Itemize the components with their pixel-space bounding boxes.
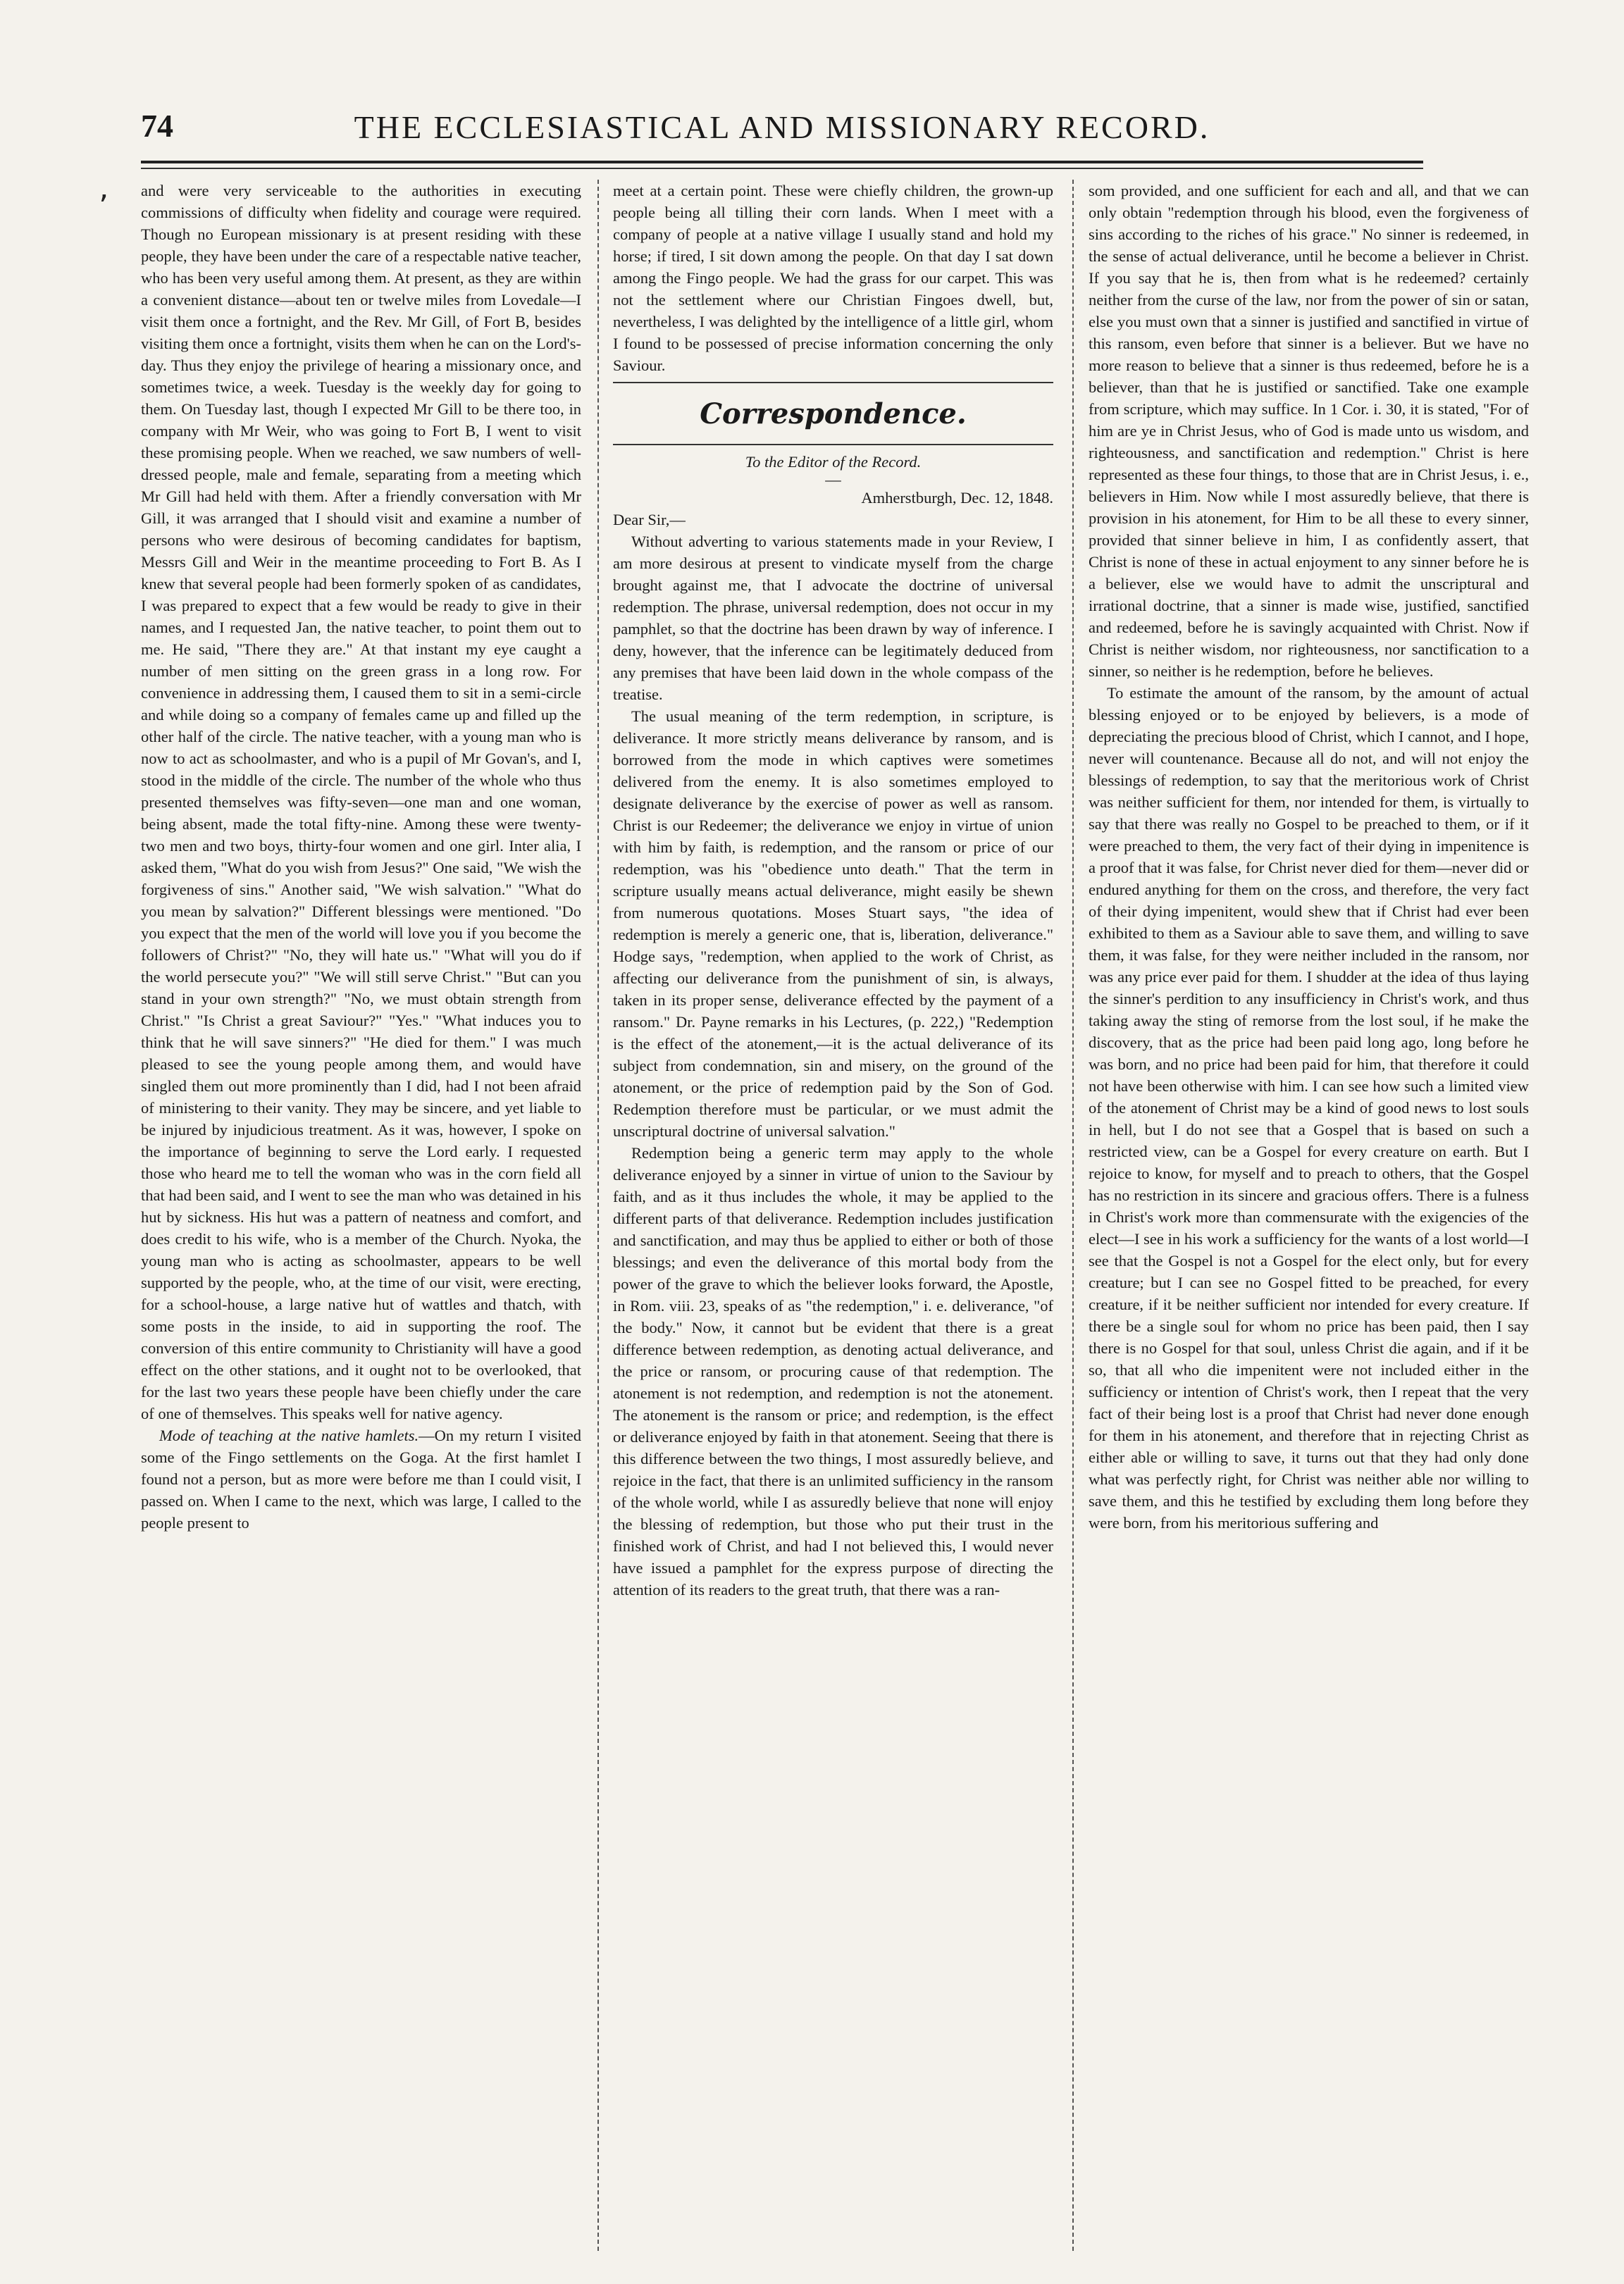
col1-subhead-rest: —On my return I visited some of the Fingo settlements on the Goga. At the first hamlet I found not a person, but as more were before me than I could visit, I passed on. When I came to the next, which was large, I called to the people present to [141, 1427, 581, 1532]
page-number: 74 [141, 108, 173, 144]
header-rule-thin [141, 168, 1423, 169]
col2-paragraph: The usual meaning of the term redemption, in scripture, is deliverance. It more strictly means deliverance by ransom, and is borrowed from the mode in which captives were sometimes delivered from the enemy. It is also sometimes employed to designate deliverance by the exercise of power as well as ransom. Christ is our Redeemer; the deliverance we enjoy in virtue of union with him by faith, is redemption, and the ransom or price of our redemption, was his "obedience unto death." That the term in scripture usually means actual deliverance, might easily be shewn from numerous quotations. Moses Stuart says, "the idea of redemption is merely a generic one, that is, liberation, deliverance." Hodge says, "redemption, when applied to the work of Christ, as affecting our deliverance from the punishment of sin, is always, taken in its proper sense, deliverance effected by the payment of a ransom." Dr. Payne remarks in his Lectures, (p. 222,) "Redemption is the effect of the atonement,—it is the actual deliverance of its subject from condemnation, sin and misery, on the ground of the atonement, or the price of redemption paid by the Son of God. Redemption therefore must be particular, or we must admit the unscriptural doctrine of universal salvation." [613, 707, 1053, 1140]
column-2 [613, 180, 1053, 2251]
col2-paragraph: Redemption being a generic term may apply to the whole deliverance enjoyed by a sinner in virtue of union to the Saviour by faith, and as it thus includes the whole, it may be applied to the different parts of that deliverance. Redemption includes justification and sanctification, and may thus be applied to either or both of those blessings; and even the deliverance of this mortal body from the power of the grave to which the believer looks forward, the Apostle, in Rom. viii. 23, speaks of as "the redemption," i. e. deliverance, "of the body." Now, it cannot but be evident that there is a great difference between redemption, as denoting actual deliverance, and the price or ransom, or procuring cause of that redemption. The atonement is not redemption, and redemption is not the atonement. The atonement is the ransom or price; and redemption, is the effect or deliverance enjoyed by faith in that atonement. Seeing that there is this difference between the two things, I most assuredly believe, and rejoice in the fact, that there is an unlimited sufficiency in the ransom of the whole world, while I as assuredly believe that none will enjoy the blessing of redemption, but those who put their trust in the finished work of Christ, and had I not believed this, I would never have issued a pamphlet for the express purpose of directing the attention of its readers to the great truth, that there was a ran- [613, 1144, 1053, 1599]
col3-paragraph: som provided, and one sufficient for each and all, and that we can only obtain "redemption through his blood, even the forgiveness of sins according to the riches of his grace." No sinner is redeemed, in the sense of actual deliverance, until he become a believer in Christ. If you say that he is, then from what is he redeemed? certainly neither from the curse of the law, nor from the power of sin or satan, else you must own that a sinner is justified and sanctified in virtue of this ransom, even before that sinner is a believer. But we have no more reason to believe that a sinner is thus redeemed, before he is a believer, than that he is justified or sanctified. Take one example from scripture, which may suffice. In 1 Cor. i. 30, it is stated, "For of him are ye in Christ Jesus, who of God is made unto us wisdom, and righteousness, and sanctification and redemption." Christ is here represented as these four things, to those that are in Christ Jesus, i. e., believers in Him. Now while I most assuredly believe, that there is provision in his atonement, for Him to be all these to every sinner, provided that sinner believe in him, I as confidently assert, that Christ is none of these in actual enjoyment to any sinner before he is a believer, else we would have to admit the unscriptural and irrational doctrine, that a sinner is made wise, justified, sanctified and redeemed, before he is savingly acquainted with Christ. Now if Christ is neither wisdom, nor righteousness, nor sanctification to a sinner, so neither is he redemption, before he believes. [1089, 182, 1529, 680]
section-heading: Correspondence. [700, 397, 967, 430]
col1-paragraph: and were very serviceable to the authorities in executing commissions of difficulty when fidelity and courage were required. Though no European missionary is at present residing with these people, they have been under the care of a respectable native teacher, who has been very useful among them. At present, as they are within a convenient distance—about ten or twelve miles from Lovedale—I visit them once a fortnight, and the Rev. Mr Gill, of Fort B, besides visiting them once a fortnight, visits them when he can on the Lord's-day. Thus they enjoy the privilege of hearing a missionary once, and sometimes twice, a week. Tuesday is the weekly day for going to them. On Tuesday last, though I expected Mr Gill to be there too, in company with Mr Weir, who was going to Fort B, I went to visit these promising people. When we reached, we saw numbers of well-dressed people, male and female, separating from a meeting which Mr Gill had held with them. After a friendly conversation with Mr Gill, it was arranged that I should visit and examine a number of persons who were desirous of becoming candidates for baptism, Messrs Gill and Weir in the meantime proceeding to Fort B. As I knew that several people had been formerly spoken of as candidates, I was prepared to expect that a few would be ready to give in their names, and I requested Jan, the native teacher, to point them out to me. He said, "There they are." At that instant my eye caught a number of men sitting on the green grass in a long row. For convenience in addressing them, I caused them to sit in a semi-circle and while doing so a company of females came up and filled up the other half of the circle. The native teacher, with a young man who is now to act as schoolmaster, and who is a pupil of Mr Govan's, and I, stood in the middle of the circle. The number of the whole who thus presented themselves was fifty-seven—one man and one woman, being absent, made the total fifty-nine. Among these were twenty-two men and two boys, thirty-four women and one girl. Inter alia, I asked them, "What do you wish from Jesus?" One said, "We wish the forgiveness of sins." Another said, "We wish salvation." "What do you mean by salvation?" Different blessings were mentioned. "Do you expect that the men of the world will love you if you become the followers of Christ?" "No, they will hate us." "What will you do if the world persecute you?" "We will still serve Christ." "But can you stand in your own strength?" "No, we must obtain strength from Christ." "Is Christ a great Saviour?" "Yes." "What induces you to think that he will save sinners?" "He died for them." I was much pleased to see the young people among them, and would have singled them out more prominently than I did, had I not been afraid of ministering to their vanity. They may be sincere, and yet liable to be injured by injudicious treatment. As it was, however, I spoke on the importance of beginning to serve the Lord early. I requested those who heard me to tell the woman who was in the corn field all that had been said, and I went to see the man who was detained in his hut by sickness. His hut was a pattern of neatness and comfort, and does credit to his wife, who is a member of the Church. Nyoka, the young man who is acting as schoolmaster, appears to be well supported by the people, who, at the time of our visit, were erecting, for a school-house, a large native hut of wattles and thatch, with some posts in the inside, to aid in supporting the roof. The conversion of this entire community to Christianity will have a good effect on the other stations, and it ought not to be overlooked, that for the last two years these people have been chiefly under the care of one of themselves. This speaks well for native agency. [141, 182, 581, 1422]
margin-pencil-mark: ʼ [99, 189, 109, 225]
col1-subhead-paragraph [141, 1425, 581, 1534]
running-title: THE ECCLESIASTICAL AND MISSIONARY RECORD. [354, 109, 1210, 145]
col2-intro: meet at a certain point. These were chiefly children, the grown-up people being all tilling their corn lands. When I meet with a company of people at a native village I usually stand and hold my horse; if tired, I sit down among the people. On that day I sat down among the Fingo people. We had the grass for our carpet. This was not the settlement where our Christian Fingoes dwell, but, nevertheless, I was delighted by the intelligence of a little girl, whom I found to be possessed of precise information concerning the only Saviour. [613, 182, 1053, 374]
running-header [141, 107, 1423, 156]
column-3 [1089, 180, 1529, 2251]
column-divider-2 [1072, 180, 1074, 2251]
column-1 [141, 180, 581, 2251]
col2-paragraph: Without adverting to various statements made in your Review, I am more desirous at present to vindicate myself from the charge brought against me, that I advocate the doctrine of universal redemption. The phrase, universal redemption, does not occur in my pamphlet, so that the doctrine has been drawn by way of inference. I deny, however, that the inference can be legitimately deduced from any premises that have been laid down in the whole compass of the treatise. [613, 533, 1053, 703]
column-divider-1 [597, 180, 599, 2251]
header-rule-thick [141, 161, 1423, 163]
letter-dateline: Amherstburgh, Dec. 12, 1848. [861, 489, 1053, 507]
section-rule-bottom [613, 444, 1053, 445]
col3-paragraph: To estimate the amount of the ransom, by the amount of actual blessing enjoyed or to be enjoyed by believers, is a mode of depreciating the precious blood of Christ, which I cannot, and I hope, never will countenance. Because all do not, and will not enjoy the blessings of redemption, to say that the meritorious work of Christ was neither sufficient for them, nor intended for them, is virtually to say that there was really no Gospel to be preached to them, or if it were preached to them, the very fact of their dying in impenitence is a proof that it was false, for Christ never died for them—never did or endured anything for them on the cross, and therefore, the very fact of their dying impenitent, would shew that if Christ had ever been exhibited to them as a Saviour able to save them, and willing to save them, it was false, for they were neither included in the ransom, nor was any price ever paid for them. I shudder at the idea of thus laying the sinner's perdition to any insufficiency in Christ's work, and thus taking away the sting of remorse from the lost soul, if he make the discovery, that as the price had been paid long ago, long before he was born, and no price had been paid for him, that therefore it could not have been otherwise with him. I can see how such a limited view of the atonement of Christ may be a kind of good news to lost souls in hell, but I do not see that a Gospel that is based on such a restricted view, can be a Gospel for every creature on earth. But I rejoice to know, for myself and to preach to others, that the Gospel has no restriction in its sincere and gracious offers. There is a fulness in Christ's work more than commensurate with the exigencies of the elect—I see in his work a sufficiency for the wants of a lost world—I see that the Gospel is not a Gospel for the elect only, but for every creature; but I can see no Gospel fitted to be preached, for every creature, if it be neither sufficient nor intended for every creature. If there be a single soul for whom no price has been paid, then I say there is no Gospel for that soul, unless Christ die again, and if it be so, that all who die impenitent were not included either in the sufficiency or intention of Christ's work, then I repeat that the very fact of their being lost is a proof that Christ had never done enough for them in his atonement, and therefore that in rejecting Christ as either able or willing to save, it turns out that they had only done what was perfectly right, for Christ was neither able nor willing to save them, and this he testified by excluding them long before they were born, from his meritorious suffering and [1089, 684, 1529, 1532]
to-editor-line: To the Editor of the Record. [745, 453, 922, 471]
col1-subhead-italic: Mode of teaching at the native hamlets. [159, 1427, 419, 1444]
letter-salutation: Dear Sir,— [613, 511, 686, 528]
section-rule [613, 382, 1053, 383]
short-dash: — [825, 471, 841, 488]
